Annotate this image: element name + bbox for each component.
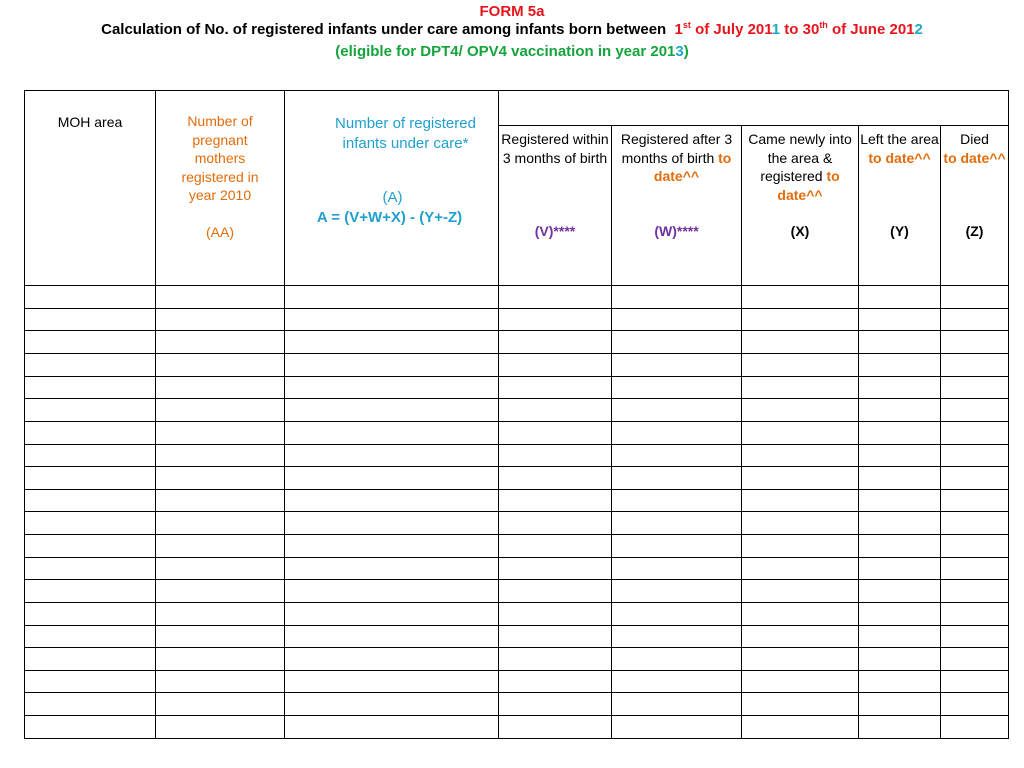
table-cell[interactable] <box>941 580 1009 603</box>
table-cell[interactable] <box>156 580 285 603</box>
table-cell[interactable] <box>499 354 612 377</box>
table-cell[interactable] <box>941 421 1009 444</box>
table-row <box>25 648 1009 671</box>
table-cell[interactable] <box>499 512 612 535</box>
table-cell[interactable] <box>156 286 285 309</box>
table-cell[interactable] <box>742 602 859 625</box>
table-cell[interactable] <box>612 648 742 671</box>
calculation-heading <box>0 21 1024 38</box>
w-code: (W)**** <box>654 223 699 240</box>
table-cell[interactable] <box>859 693 941 716</box>
table-cell[interactable] <box>499 399 612 422</box>
y-code: (Y) <box>890 223 909 240</box>
infants-under-care-label: Number of registered infants under care* <box>335 115 476 152</box>
table-row <box>25 670 1009 693</box>
table-cell[interactable] <box>285 648 499 671</box>
table-cell[interactable] <box>156 331 285 354</box>
table-cell[interactable] <box>941 308 1009 331</box>
table-cell[interactable] <box>859 467 941 490</box>
table-cell[interactable] <box>941 399 1009 422</box>
date-to-30: to 30 <box>780 21 820 38</box>
data-entry-rows <box>25 286 1009 739</box>
table-cell[interactable] <box>941 444 1009 467</box>
table-cell[interactable] <box>612 421 742 444</box>
table-row <box>25 421 1009 444</box>
table-cell[interactable] <box>612 467 742 490</box>
table-cell[interactable] <box>25 444 156 467</box>
table-cell[interactable] <box>156 557 285 580</box>
table-cell[interactable] <box>859 580 941 603</box>
table-row <box>25 444 1009 467</box>
table-cell[interactable] <box>612 376 742 399</box>
table-cell[interactable] <box>859 512 941 535</box>
table-row <box>25 286 1009 309</box>
header-infants-under-care <box>285 91 499 286</box>
table-row <box>25 489 1009 512</box>
table-cell[interactable] <box>499 376 612 399</box>
form-title: FORM 5a <box>479 3 545 20</box>
eligibility-text: (eligible for DPT4/ OPV4 vaccination in year 201 <box>335 43 676 60</box>
table-cell[interactable] <box>156 354 285 377</box>
table-cell[interactable] <box>612 444 742 467</box>
table-cell[interactable] <box>25 331 156 354</box>
table-cell[interactable] <box>285 557 499 580</box>
table-cell[interactable] <box>156 512 285 535</box>
table-cell[interactable] <box>285 716 499 739</box>
table-cell[interactable] <box>941 670 1009 693</box>
table-cell[interactable] <box>859 308 941 331</box>
table-cell[interactable] <box>25 535 156 558</box>
table-cell[interactable] <box>25 489 156 512</box>
table-cell[interactable] <box>499 308 612 331</box>
registration-table <box>24 90 1009 739</box>
table-cell[interactable] <box>742 444 859 467</box>
table-cell[interactable] <box>285 693 499 716</box>
date-30-suffix: th <box>819 20 828 30</box>
table-cell[interactable] <box>25 467 156 490</box>
table-cell[interactable] <box>742 489 859 512</box>
table-cell[interactable] <box>859 489 941 512</box>
within-3-months-label: Registered within 3 months of birth <box>501 131 609 166</box>
date-july: of July 201 <box>690 21 772 38</box>
table-cell[interactable] <box>156 489 285 512</box>
table-cell[interactable] <box>156 467 285 490</box>
table-cell[interactable] <box>742 670 859 693</box>
table-row <box>25 308 1009 331</box>
table-cell[interactable] <box>499 489 612 512</box>
table-cell[interactable] <box>742 648 859 671</box>
table-row <box>25 354 1009 377</box>
table-cell[interactable] <box>941 467 1009 490</box>
table-row <box>25 693 1009 716</box>
table-cell[interactable] <box>859 716 941 739</box>
table-cell[interactable] <box>612 354 742 377</box>
table-cell[interactable] <box>156 670 285 693</box>
table-cell[interactable] <box>499 535 612 558</box>
table-cell[interactable] <box>612 286 742 309</box>
table-cell[interactable] <box>612 625 742 648</box>
table-cell[interactable] <box>156 421 285 444</box>
table-cell[interactable] <box>859 625 941 648</box>
table-cell[interactable] <box>859 670 941 693</box>
header-group-blank <box>499 91 1009 126</box>
table-cell[interactable] <box>25 670 156 693</box>
table-cell[interactable] <box>285 376 499 399</box>
table-cell[interactable] <box>859 421 941 444</box>
table-row <box>25 557 1009 580</box>
table-cell[interactable] <box>285 444 499 467</box>
table-cell[interactable] <box>859 648 941 671</box>
table-row <box>25 467 1009 490</box>
table-cell[interactable] <box>499 467 612 490</box>
table-row <box>25 716 1009 739</box>
table-cell[interactable] <box>612 670 742 693</box>
table-cell[interactable] <box>742 535 859 558</box>
table-cell[interactable] <box>285 670 499 693</box>
table-cell[interactable] <box>941 557 1009 580</box>
header-came-newly <box>742 126 859 286</box>
table-cell[interactable] <box>612 602 742 625</box>
table-cell[interactable] <box>499 421 612 444</box>
table-cell[interactable] <box>612 399 742 422</box>
table-cell[interactable] <box>859 354 941 377</box>
table-cell[interactable] <box>941 693 1009 716</box>
table-cell[interactable] <box>859 286 941 309</box>
table-cell[interactable] <box>612 716 742 739</box>
table-cell[interactable] <box>612 512 742 535</box>
calculation-text: Calculation of No. of registered infants under care among infants born between <box>101 21 667 38</box>
z-code: (Z) <box>965 223 984 240</box>
table-cell[interactable] <box>156 376 285 399</box>
table-cell[interactable] <box>25 602 156 625</box>
table-cell[interactable] <box>742 625 859 648</box>
pregnant-mothers-label: Number of pregnant mothers registered in year 2010 <box>181 113 259 203</box>
table-cell[interactable] <box>859 399 941 422</box>
header-registered-within-3-months <box>499 126 612 286</box>
table-cell[interactable] <box>156 444 285 467</box>
table-cell[interactable] <box>285 489 499 512</box>
date-1st-suffix: st <box>682 20 691 30</box>
table-cell[interactable] <box>742 580 859 603</box>
table-cell[interactable] <box>499 557 612 580</box>
table-cell[interactable] <box>156 602 285 625</box>
table-cell[interactable] <box>285 625 499 648</box>
moh-area-label: MOH area <box>57 114 123 130</box>
table-row <box>25 535 1009 558</box>
table-cell[interactable] <box>25 286 156 309</box>
table-cell[interactable] <box>742 286 859 309</box>
table-cell[interactable] <box>156 535 285 558</box>
table-cell[interactable] <box>25 308 156 331</box>
table-cell[interactable] <box>742 467 859 490</box>
came-newly-label: Came newly into the area & registered <box>748 131 852 185</box>
table-cell[interactable] <box>612 580 742 603</box>
table-cell[interactable] <box>25 354 156 377</box>
table-row <box>25 331 1009 354</box>
table-cell[interactable] <box>742 399 859 422</box>
table-cell[interactable] <box>25 716 156 739</box>
left-area-label: Left the area <box>860 131 939 148</box>
table-cell[interactable] <box>25 557 156 580</box>
table-cell[interactable] <box>859 557 941 580</box>
table-cell[interactable] <box>285 580 499 603</box>
table-cell[interactable] <box>25 421 156 444</box>
table-cell[interactable] <box>25 693 156 716</box>
came-newly-todate: to date^^ <box>777 168 840 203</box>
table-cell[interactable] <box>499 716 612 739</box>
table-cell[interactable] <box>859 602 941 625</box>
table-cell[interactable] <box>156 648 285 671</box>
table-cell[interactable] <box>612 489 742 512</box>
died-label: Died <box>960 131 989 148</box>
table-cell[interactable] <box>156 308 285 331</box>
table-cell[interactable] <box>156 716 285 739</box>
table-cell[interactable] <box>25 580 156 603</box>
table-cell[interactable] <box>156 399 285 422</box>
aa-code: (AA) <box>206 223 234 240</box>
table-cell[interactable] <box>285 421 499 444</box>
table-cell[interactable] <box>941 286 1009 309</box>
date-june: of June 201 <box>827 21 915 38</box>
table-cell[interactable] <box>742 716 859 739</box>
date-june-year-digit: 2 <box>914 21 923 38</box>
table-cell[interactable] <box>742 331 859 354</box>
table-row <box>25 625 1009 648</box>
table-cell[interactable] <box>499 331 612 354</box>
table-cell[interactable] <box>499 444 612 467</box>
header-pregnant-mothers <box>156 91 285 286</box>
table-row <box>25 580 1009 603</box>
table-cell[interactable] <box>285 467 499 490</box>
table-cell[interactable] <box>941 648 1009 671</box>
header-left-area <box>859 126 941 286</box>
table-cell[interactable] <box>499 602 612 625</box>
header-died <box>941 126 1009 286</box>
table-cell[interactable] <box>612 308 742 331</box>
header-moh-area <box>25 91 156 286</box>
header-registered-after-3-months <box>612 126 742 286</box>
table-cell[interactable] <box>612 557 742 580</box>
table-cell[interactable] <box>612 693 742 716</box>
table-cell[interactable] <box>499 693 612 716</box>
table-cell[interactable] <box>285 354 499 377</box>
table-cell[interactable] <box>742 421 859 444</box>
table-cell[interactable] <box>859 535 941 558</box>
table-cell[interactable] <box>499 648 612 671</box>
table-cell[interactable] <box>285 308 499 331</box>
table-row <box>25 376 1009 399</box>
table-cell[interactable] <box>25 512 156 535</box>
table-cell[interactable] <box>156 625 285 648</box>
table-row <box>25 602 1009 625</box>
table-cell[interactable] <box>941 331 1009 354</box>
table-cell[interactable] <box>941 535 1009 558</box>
table-cell[interactable] <box>859 331 941 354</box>
table-row <box>25 512 1009 535</box>
table-cell[interactable] <box>285 286 499 309</box>
table-cell[interactable] <box>25 399 156 422</box>
table-cell[interactable] <box>285 602 499 625</box>
table-cell[interactable] <box>25 648 156 671</box>
table-cell[interactable] <box>941 489 1009 512</box>
after-3-months-todate: to date^^ <box>653 149 732 185</box>
table-cell[interactable] <box>499 286 612 309</box>
eligibility-close: ) <box>683 43 689 60</box>
table-cell[interactable] <box>859 444 941 467</box>
table-cell[interactable] <box>285 399 499 422</box>
table-cell[interactable] <box>742 512 859 535</box>
date-1st-number: 1 <box>674 21 683 38</box>
table-cell[interactable] <box>25 376 156 399</box>
a-formula: A = (V+W+X) - (Y+-Z) <box>316 209 463 226</box>
table-cell[interactable] <box>941 354 1009 377</box>
table-cell[interactable] <box>742 354 859 377</box>
table-cell[interactable] <box>499 580 612 603</box>
v-code: (V)**** <box>534 223 576 240</box>
table-cell[interactable] <box>285 331 499 354</box>
a-code: (A) <box>382 189 403 206</box>
table-cell[interactable] <box>941 376 1009 399</box>
table-cell[interactable] <box>742 693 859 716</box>
eligibility-note <box>0 43 1024 60</box>
table-cell[interactable] <box>941 602 1009 625</box>
table-cell[interactable] <box>499 670 612 693</box>
table-cell[interactable] <box>941 716 1009 739</box>
table-cell[interactable] <box>941 625 1009 648</box>
table-cell[interactable] <box>612 535 742 558</box>
table-cell[interactable] <box>499 625 612 648</box>
date-july-year-digit: 1 <box>771 21 781 38</box>
left-area-todate: to date^^ <box>868 149 931 166</box>
table-cell[interactable] <box>25 625 156 648</box>
died-todate: to date^^ <box>943 149 1006 166</box>
table-cell[interactable] <box>941 512 1009 535</box>
x-code: (X) <box>790 223 810 240</box>
table-cell[interactable] <box>742 376 859 399</box>
table-cell[interactable] <box>285 535 499 558</box>
table-row <box>25 399 1009 422</box>
table-cell[interactable] <box>285 512 499 535</box>
after-3-months-label: Registered after 3 months of birth <box>620 131 733 166</box>
table-cell[interactable] <box>859 376 941 399</box>
table-cell[interactable] <box>156 693 285 716</box>
table-cell[interactable] <box>612 331 742 354</box>
table-cell[interactable] <box>742 308 859 331</box>
table-cell[interactable] <box>742 557 859 580</box>
eligibility-year-digit: 3 <box>675 43 684 60</box>
